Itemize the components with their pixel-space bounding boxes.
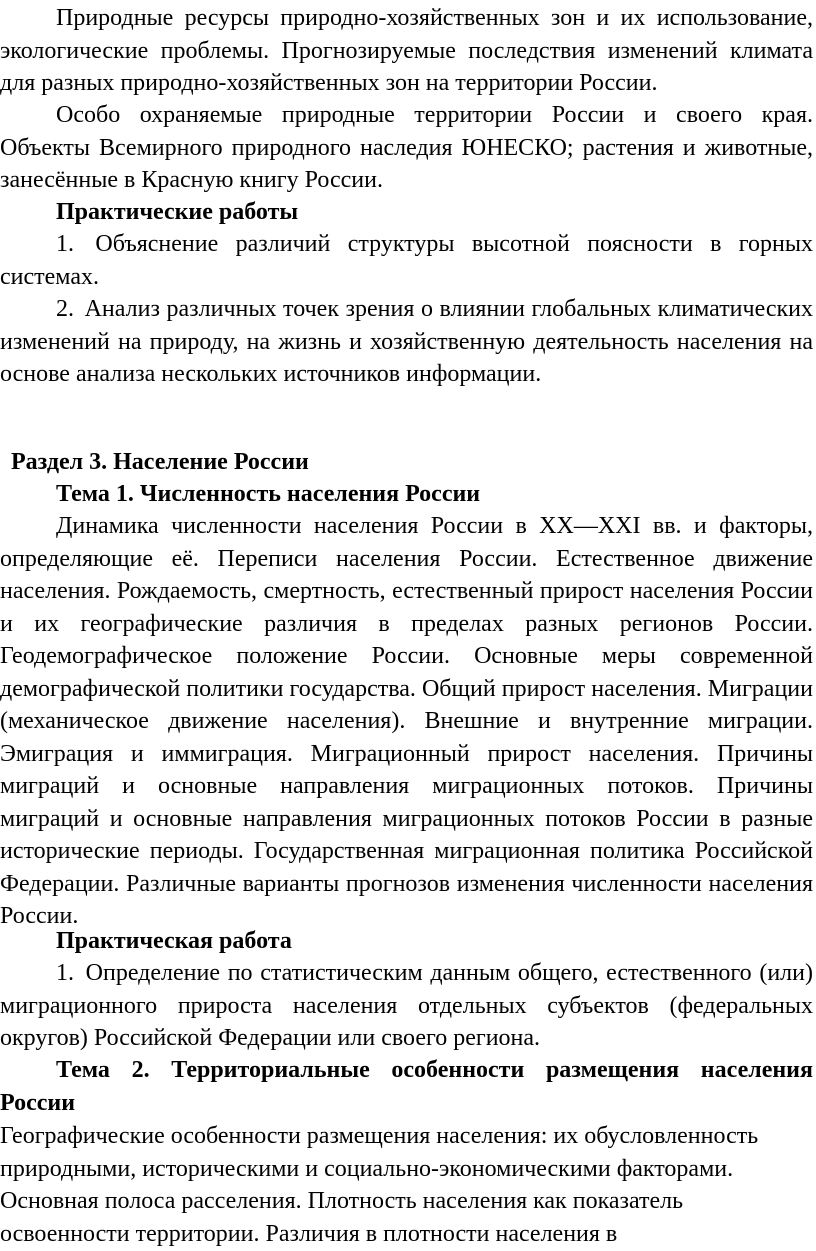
list-item-text: Анализ различных точек зрения о влиянии глобальных климатических изменений на природу, на жизнь и хозяйственную деятельность населения на основе анализа нескольких источников информации. [0,296,813,387]
text-line: Основная полоса расселения. Плотность населения как показатель [0,1188,684,1214]
topic-2-heading: Тема 2. Территориальные особенности размещения населения России [0,1057,813,1116]
list-item-text: Объяснение различий структуры высотной поясности в горных системах. [0,231,813,290]
practical-work-heading: Практическая работа [56,928,292,954]
practical-works-heading: Практические работы [56,199,299,225]
list-item-text: Определение по статистическим данным общего, естественного (или) миграционного прироста населения отдельных субъектов (федеральных округов) Российской Федерации или своего региона. [0,960,813,1051]
paragraph-protected-territories: Особо охраняемые природные территории России и своего края. Объекты Всемирного природного наследия ЮНЕСКО; растения и животные, занесённые в Красную книгу России. [0,102,813,193]
paragraph-natural-resources: Природные ресурсы природно-хозяйственных зон и их использование, экологические проблемы. Прогнозируемые последствия изменений климата для разных природно-хозяйственных зон на территории России. [0,5,813,96]
text-line: природными, историческими и социально-экономическими факторами. [0,1155,734,1182]
list-number: 1. [56,231,74,257]
practical-work-item-1 [0,228,813,293]
topic-1-body: Динамика численности населения России в XX—XXI вв. и факторы, определяющие её. Переписи населения России. Естественное движение населения. Рождаемость, смертность, естественный прирост населения России и их географические различия в пределах разных регионов России. Геодемографическое положение России. Основные меры современной демографической политики государства. Общий прирост населения. Миграции (механическое движение населения). Внешние и внутренние миграции. Эмиграция и иммиграция. Миграционный прирост населения. Причины миграций и основные направления миграционных потоков. Причины миграций и основные направления миграционных потоков России в разные исторические периоды. Государственная миграционная политика Российской Федерации. Различные варианты прогнозов изменения численности населения России. [0,513,813,929]
practical-work-item-2 [0,293,813,391]
text-line: Географические особенности размещения населения: их обусловленность [0,1123,759,1149]
list-number: 2. [56,296,74,322]
section-3-heading: Раздел 3. Население России [11,449,309,475]
topic-1-heading: Тема 1. Численность населения России [56,481,481,507]
practical-work-item-3 [0,957,813,1055]
topic-2-body [0,1120,813,1250]
text-line: освоенности территории. Различия в плотности населения в [0,1220,618,1247]
list-number: 1. [56,960,74,986]
